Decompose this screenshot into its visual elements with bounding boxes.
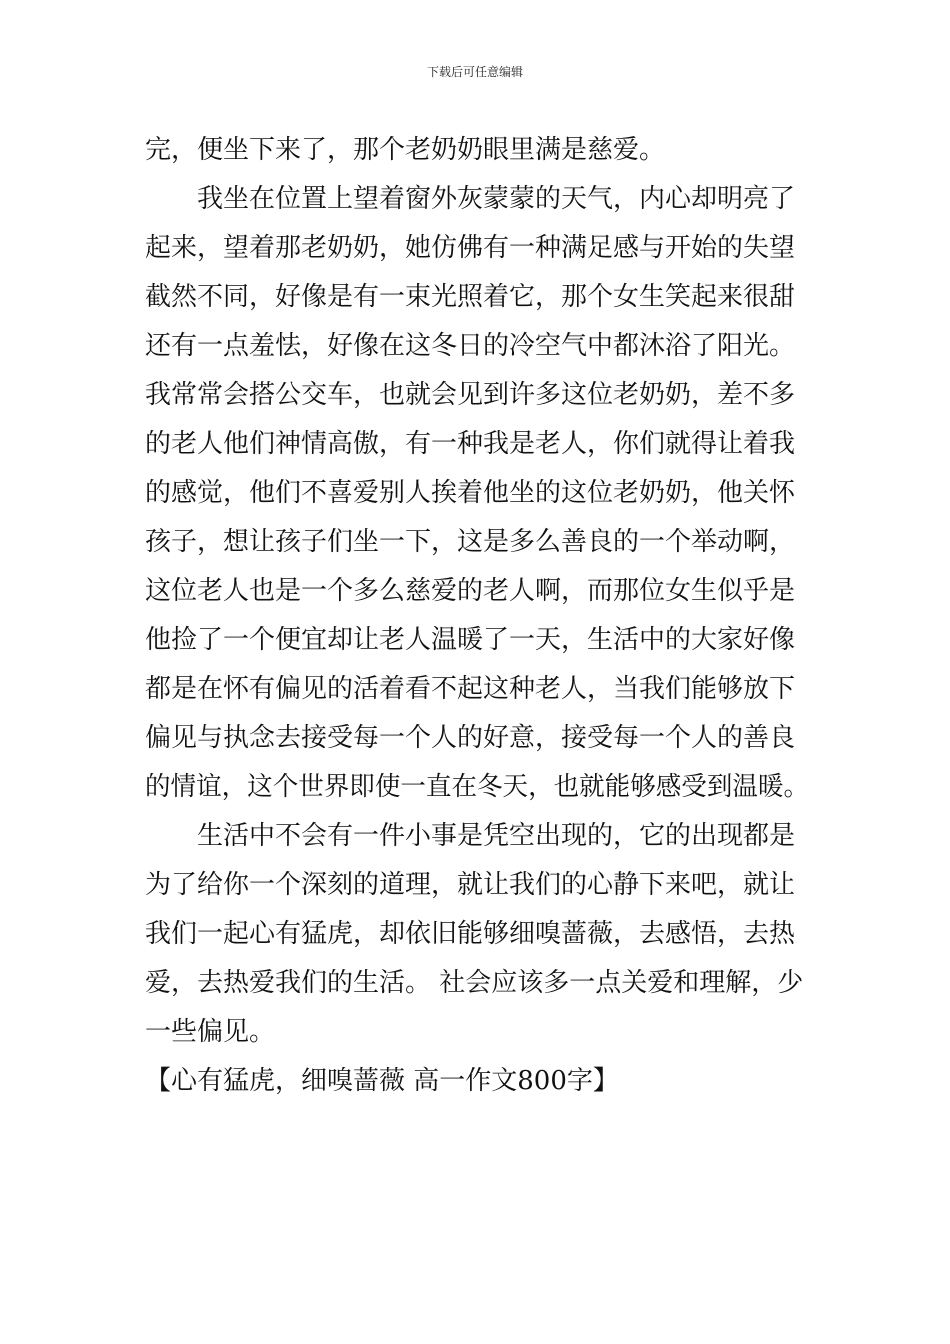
text-line: 这位老人也是一个多么慈爱的老人啊，而那位女生似乎是	[145, 576, 796, 606]
text-line: 爱，去热爱我们的生活。 社会应该多一点关爱和理解，少	[145, 968, 804, 998]
page-header: 下载后可任意编辑	[426, 65, 523, 79]
text-line: 为了给你一个深刻的道理，就让我们的心静下来吧，就让	[145, 870, 796, 900]
text-line: 完，便坐下来了，那个老奶奶眼里满是慈爱。	[145, 135, 666, 165]
text-line: 还有一点羞怯，好像在这冬日的冷空气中都沐浴了阳光。	[145, 331, 796, 361]
text-line: 生活中不会有一件小事是凭空出现的，它的出现都是	[197, 821, 796, 851]
essay-title-line: 【心有猛虎，细嗅蔷薇 高一作文800字】	[145, 1066, 619, 1096]
text-line: 的情谊，这个世界即使一直在冬天，也就能够感受到温暖。	[145, 772, 809, 802]
essay-body	[145, 126, 809, 1106]
text-line: 偏见与执念去接受每一个人的好意，接受每一个人的善良	[145, 723, 796, 753]
text-line: 我常常会搭公交车，也就会见到许多这位老奶奶，差不多	[145, 380, 796, 410]
text-line: 我们一起心有猛虎，却依旧能够细嗅蔷薇，去感悟，去热	[145, 919, 796, 949]
text-line: 的老人他们神情高傲，有一种我是老人，你们就得让着我	[145, 429, 796, 459]
text-line: 截然不同，好像是有一束光照着它，那个女生笑起来很甜	[145, 282, 796, 312]
text-line: 起来，望着那老奶奶，她仿佛有一种满足感与开始的失望	[145, 233, 796, 263]
text-line: 孩子，想让孩子们坐一下，这是多么善良的一个举动啊，	[145, 527, 796, 557]
text-line: 一些偏见。	[145, 1017, 276, 1047]
text-line: 的感觉，他们不喜爱别人挨着他坐的这位老奶奶，他关怀	[145, 478, 796, 508]
text-line: 我坐在位置上望着窗外灰蒙蒙的天气，内心却明亮了	[197, 184, 796, 214]
text-line: 他捡了一个便宜却让老人温暖了一天，生活中的大家好像	[145, 625, 796, 655]
text-line: 都是在怀有偏见的活着看不起这种老人，当我们能够放下	[145, 674, 796, 704]
